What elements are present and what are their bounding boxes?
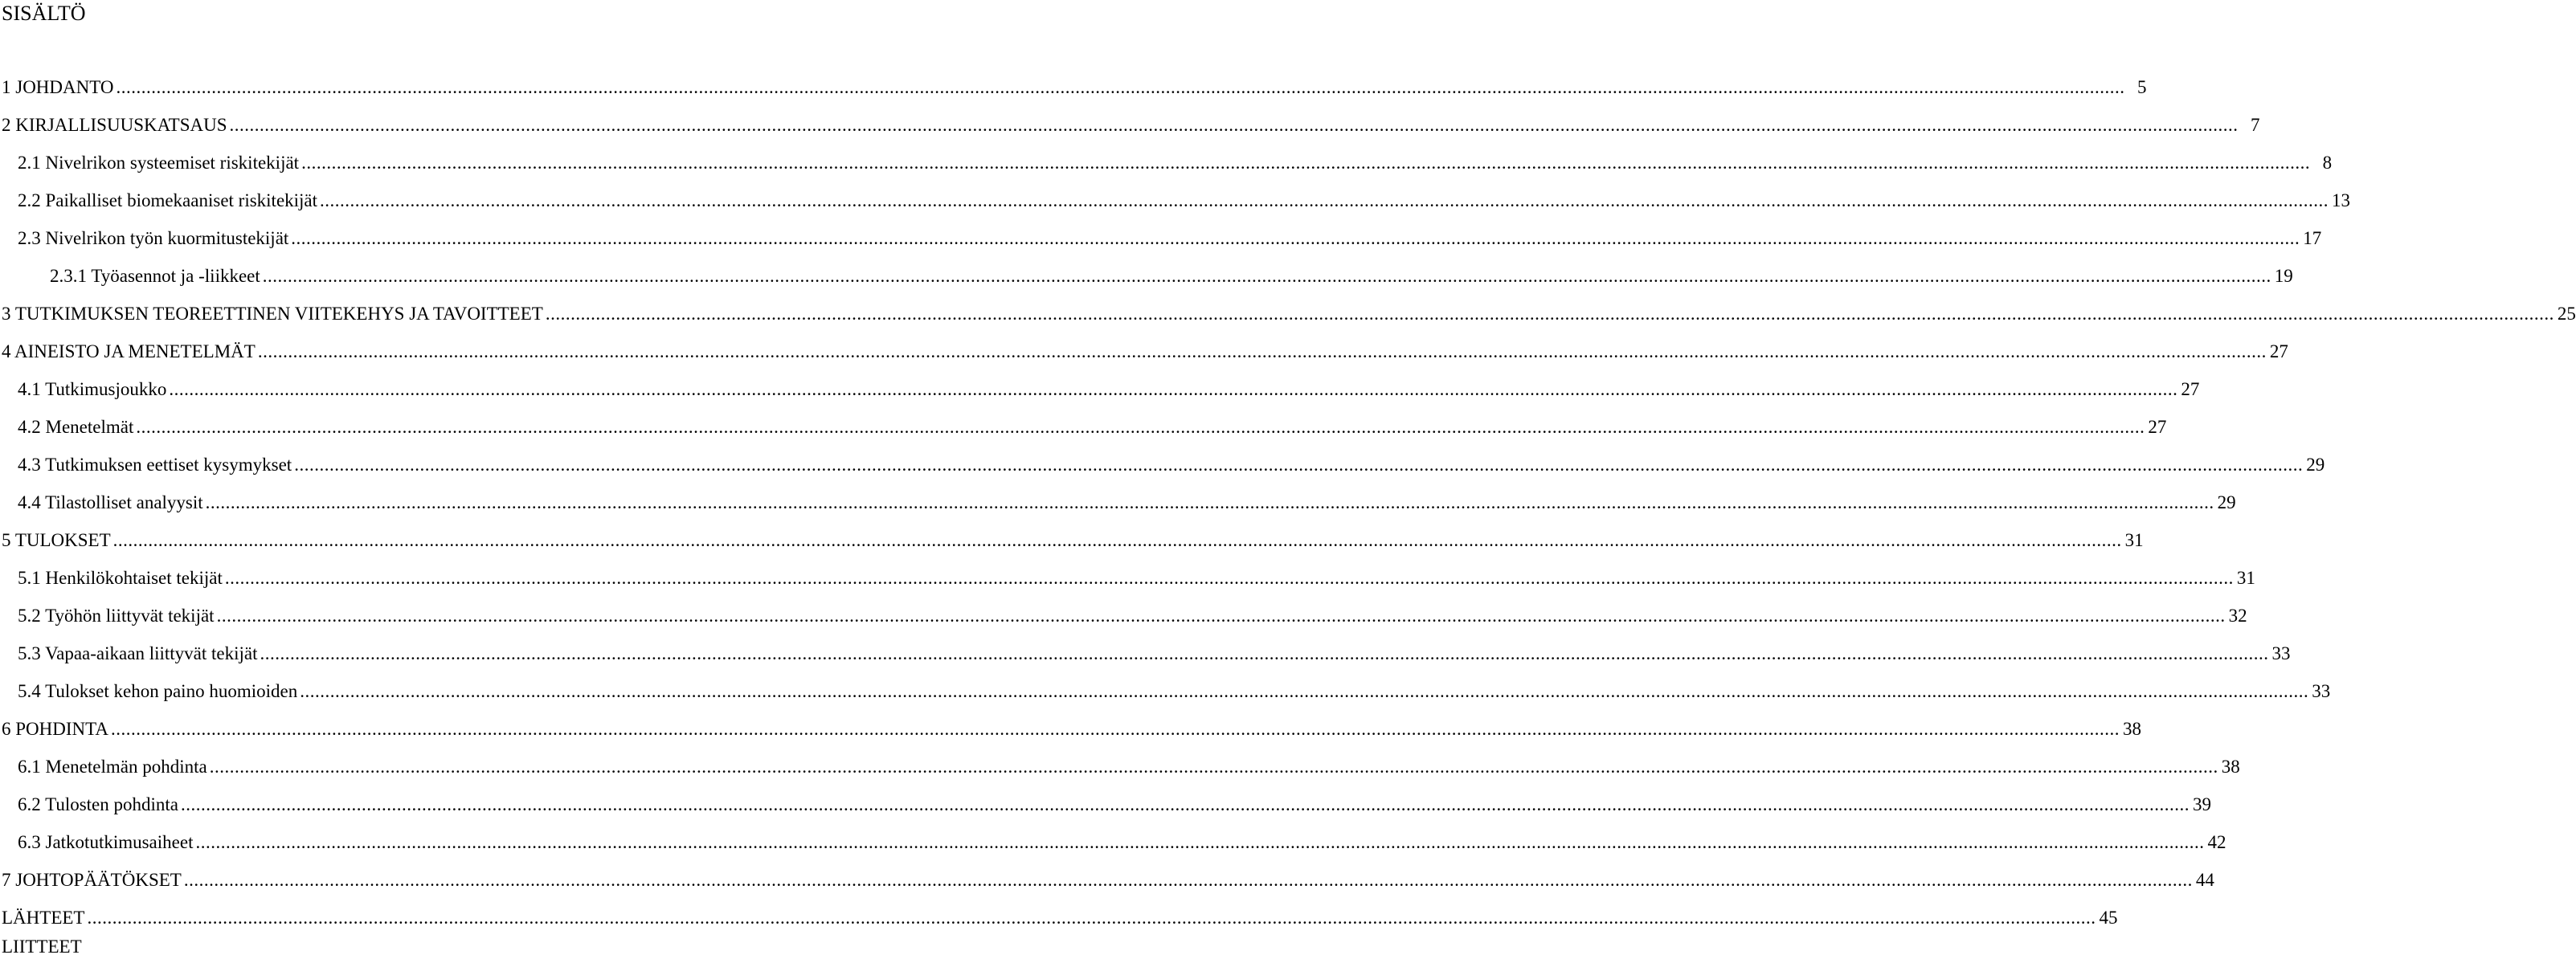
toc-entry[interactable] bbox=[18, 377, 2200, 402]
leader-dots: ................................................................................................................................................................................................................................................................................................................................................................................................................ bbox=[294, 455, 2304, 475]
toc-entry-label: 4.2 Menetelmät bbox=[18, 417, 134, 437]
toc-entry[interactable] bbox=[2, 302, 2576, 326]
toc-entry-appendix[interactable]: LIITTEET bbox=[2, 937, 82, 957]
toc-entry[interactable] bbox=[18, 226, 2322, 251]
leader-dots: ................................................................................................................................................................................................................................................................................................................................................................................................................ bbox=[291, 228, 2300, 248]
toc-entry-page: 8 bbox=[2322, 153, 2333, 173]
toc-entry-label: LÄHTEET bbox=[2, 908, 85, 928]
leader-dots: ................................................................................................................................................................................................................................................................................................................................................................................................................ bbox=[136, 417, 2145, 437]
toc-entry-page: 31 bbox=[2124, 530, 2144, 550]
toc-entry-page: 27 bbox=[2269, 341, 2288, 361]
toc-entry[interactable] bbox=[2, 75, 2147, 100]
leader-dots: ................................................................................................................................................................................................................................................................................................................................................................................................................ bbox=[209, 757, 2218, 777]
leader-dots: ................................................................................................................................................................................................................................................................................................................................................................................................................ bbox=[260, 643, 2269, 663]
toc-entry-label: 2.3.1 Työasennot ja -liikkeet bbox=[50, 266, 260, 286]
leader-dots: ................................................................................................................................................................................................................................................................................................................................................................................................................ bbox=[181, 794, 2190, 814]
toc-entry-label: 5.4 Tulokset kehon paino huomioiden bbox=[18, 681, 298, 701]
toc-entry-page: 29 bbox=[2306, 455, 2325, 475]
leader-dots: ................................................................................................................................................................................................................................................................................................................................................................................................................ bbox=[545, 304, 2554, 324]
leader-dots: ................................................................................................................................................................................................................................................................................................................................................................................................................ bbox=[205, 492, 2214, 512]
toc-entry-label: 2 KIRJALLISUUSKATSAUS bbox=[2, 115, 227, 135]
toc-entry-label: 6.1 Menetelmän pohdinta bbox=[18, 757, 207, 777]
toc-entry-label: 6 POHDINTA bbox=[2, 719, 108, 739]
toc-entry-label: 4.4 Tilastolliset analyysit bbox=[18, 492, 203, 512]
toc-entry-page: 19 bbox=[2274, 266, 2293, 286]
toc-entry-page: 31 bbox=[2236, 568, 2255, 588]
leader-dots: ................................................................................................................................................................................................................................................................................................................................................................................................................ bbox=[112, 530, 2122, 550]
toc-entry-page: 33 bbox=[2312, 681, 2331, 701]
toc-entry-label: 2.3 Nivelrikon työn kuormitustekijät bbox=[18, 228, 289, 248]
toc-entry[interactable] bbox=[2, 868, 2214, 892]
leader-dots: ................................................................................................................................................................................................................................................................................................................................................................................................................ bbox=[300, 681, 2309, 701]
toc-entry-label: 3 TUTKIMUKSEN TEOREETTINEN VIITEKEHYS JA TAVOITTEET bbox=[2, 304, 543, 324]
toc-entry-page: 39 bbox=[2193, 794, 2212, 814]
toc-entry-page: 7 bbox=[2251, 115, 2260, 135]
toc-entry-page: 44 bbox=[2195, 870, 2214, 890]
toc-entry-label: 6.2 Tulosten pohdinta bbox=[18, 794, 179, 814]
toc-entry-label: 2.2 Paikalliset biomekaaniset riskitekijät bbox=[18, 190, 318, 210]
leader-dots: ................................................................................................................................................................................................................................................................................................................................................................................................................ bbox=[110, 719, 2120, 739]
toc-entry-page: 45 bbox=[2099, 908, 2118, 928]
leader-dots: ................................................................................................................................................................................................................................................................................................................................................................................................................ bbox=[262, 266, 2271, 286]
page-title: SISÄLTÖ bbox=[2, 2, 86, 25]
toc-entry-page: 42 bbox=[2207, 832, 2226, 852]
toc-entry-label: 7 JOHTOPÄÄTÖKSET bbox=[2, 870, 182, 890]
leader-dots: ................................................................................................................................................................................................................................................................................................................................................................................................................ bbox=[169, 379, 2178, 399]
toc-entry-page: 38 bbox=[2122, 719, 2141, 739]
toc-entry[interactable] bbox=[2, 906, 2118, 930]
toc-entry[interactable] bbox=[18, 755, 2240, 779]
toc-entry[interactable] bbox=[18, 604, 2247, 628]
toc-entry-label: 1 JOHDANTO bbox=[2, 77, 114, 97]
toc-entry-label: 4 AINEISTO JA MENETELMÄT bbox=[2, 341, 256, 361]
toc-entry[interactable] bbox=[18, 491, 2236, 515]
toc-entry[interactable] bbox=[2, 340, 2288, 364]
toc-entry-label: 6.3 Jatkotutkimusaiheet bbox=[18, 832, 194, 852]
leader-dots: ................................................................................................................................................................................................................................................................................................................................................................................................................ bbox=[87, 908, 2096, 928]
toc-entry[interactable] bbox=[18, 830, 2226, 855]
toc-entry-page: 38 bbox=[2221, 757, 2240, 777]
toc-entry[interactable] bbox=[2, 113, 2260, 137]
toc-entry[interactable] bbox=[18, 793, 2212, 817]
toc-entry[interactable] bbox=[2, 717, 2141, 741]
toc-entry-label: 5 TULOKSET bbox=[2, 530, 111, 550]
toc-entry[interactable] bbox=[18, 453, 2325, 477]
toc-entry[interactable] bbox=[18, 566, 2255, 590]
toc-entry[interactable] bbox=[18, 642, 2291, 666]
toc-entry-page: 27 bbox=[2181, 379, 2200, 399]
toc-entry-page: 27 bbox=[2148, 417, 2167, 437]
toc-entry-page: 25 bbox=[2557, 304, 2576, 324]
toc-entry-label: 5.1 Henkilökohtaiset tekijät bbox=[18, 568, 223, 588]
toc-entry[interactable] bbox=[18, 415, 2167, 439]
toc-entry-page: 32 bbox=[2228, 606, 2247, 626]
toc-entry-label: 4.1 Tutkimusjoukko bbox=[18, 379, 167, 399]
toc-entry-label: 2.1 Nivelrikon systeemiset riskitekijät bbox=[18, 153, 300, 173]
leader-dots: ................................................................................................................................................................................................................................................................................................................................................................................................................ bbox=[195, 832, 2205, 852]
leader-dots: ................................................................................................................................................................................................................................................................................................................................................................................................................ bbox=[224, 568, 2234, 588]
leader-dots: ................................................................................................................................................................................................................................................................................................................................................................................................................ bbox=[301, 153, 2311, 173]
leader-dots: ................................................................................................................................................................................................................................................................................................................................................................................................................ bbox=[116, 77, 2125, 97]
toc-entry-label: 5.3 Vapaa-aikaan liittyvät tekijät bbox=[18, 643, 258, 663]
toc-entry[interactable] bbox=[18, 151, 2333, 175]
leader-dots: ................................................................................................................................................................................................................................................................................................................................................................................................................ bbox=[229, 115, 2239, 135]
toc-entry-page: 29 bbox=[2217, 492, 2236, 512]
toc-entry-label: 5.2 Työhön liittyvät tekijät bbox=[18, 606, 215, 626]
toc-entry-page: 33 bbox=[2271, 643, 2291, 663]
toc-entry[interactable] bbox=[18, 679, 2331, 704]
toc-entry[interactable] bbox=[2, 528, 2144, 553]
leader-dots: ................................................................................................................................................................................................................................................................................................................................................................................................................ bbox=[216, 606, 2226, 626]
leader-dots: ................................................................................................................................................................................................................................................................................................................................................................................................................ bbox=[257, 341, 2267, 361]
leader-dots: ................................................................................................................................................................................................................................................................................................................................................................................................................ bbox=[320, 190, 2329, 210]
toc-entry-page: 5 bbox=[2137, 77, 2147, 97]
toc-entry[interactable] bbox=[18, 189, 2351, 213]
toc-entry-page: 17 bbox=[2303, 228, 2322, 248]
toc-entry-page: 13 bbox=[2332, 190, 2351, 210]
toc-entry[interactable] bbox=[50, 264, 2293, 288]
leader-dots: ................................................................................................................................................................................................................................................................................................................................................................................................................ bbox=[183, 870, 2193, 890]
toc-entry-label: 4.3 Tutkimuksen eettiset kysymykset bbox=[18, 455, 292, 475]
